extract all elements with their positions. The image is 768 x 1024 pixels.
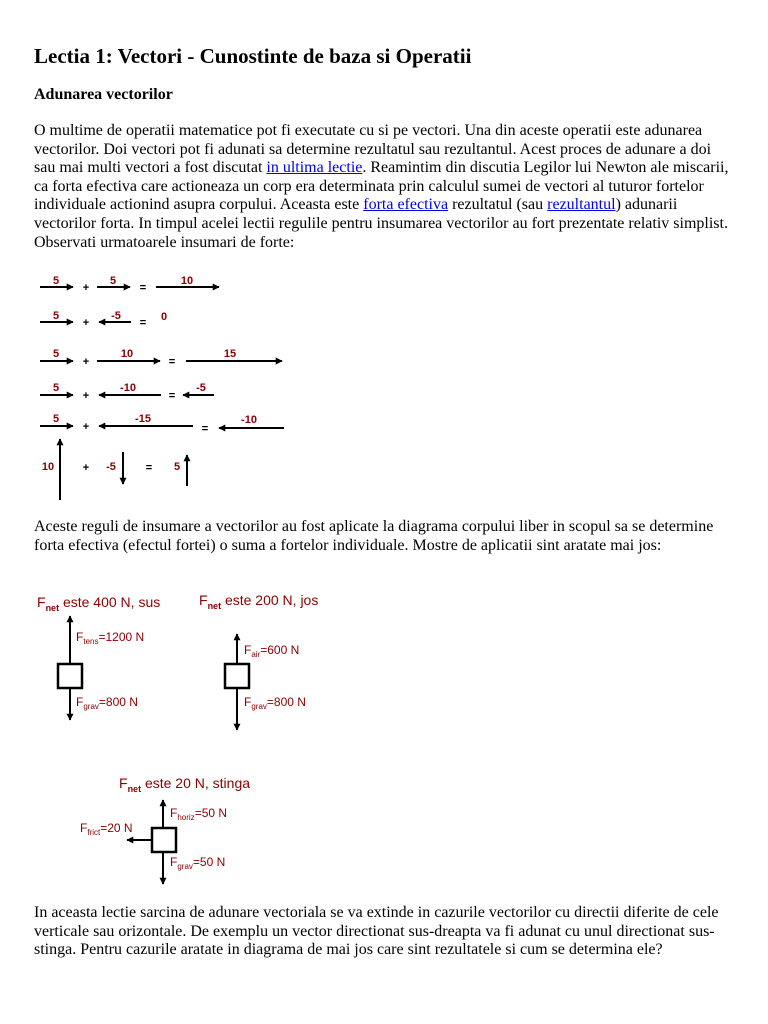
fbd-2-net-label: $F_{net}$ este 200 N, jos xyxy=(199,592,319,611)
vector-label: 5 xyxy=(52,382,60,394)
plus-sign: + xyxy=(82,282,90,294)
fbd-2-down-label: $F_{grav}=800$ N xyxy=(244,695,306,711)
link-rezultantul[interactable]: rezultantul xyxy=(547,196,616,214)
plus-sign: + xyxy=(82,390,90,402)
application-paragraph: Aceste reguli de insumare a vectorilor au fost aplicate la diagrama corpului liber in scopul sa se determine forta efectiva (efectul fortei) o suma a fortelor individuale. Mostre de aplicatii sint aratate mai jos: xyxy=(34,518,714,554)
closing-paragraph: In aceasta lectie sarcina de adunare vectoriala se va extinde in cazurile vectorilor cu directii diferite de cele verticale sau orizontale. De exemplu un vector directionat sus-dreapta va fi adunat cu unul directionat sus-stinga. Pentru cazurile aratate in diagrama de mai jos care sint rezultatele si cum se determina ele? xyxy=(34,904,719,959)
fbd-3-body xyxy=(152,828,176,852)
fbd-2-body xyxy=(225,664,249,688)
fbd-1-body xyxy=(58,664,82,688)
equation-5 xyxy=(40,413,284,435)
equation-6 xyxy=(42,439,187,500)
page-title: Lectia 1: Vectori - Cunostinte de baza si Operatii xyxy=(34,44,472,68)
fbd-1-up-label: $F_{tens}=1200$ N xyxy=(76,630,145,646)
vector-label: 5 xyxy=(109,275,117,287)
vector-label: -15 xyxy=(135,413,151,425)
fbd-1 xyxy=(37,594,160,720)
result-label: 15 xyxy=(223,348,237,360)
vector-label: -5 xyxy=(106,461,116,473)
link-forta-efectiva[interactable]: forta efectiva xyxy=(363,196,449,214)
equals-sign: = xyxy=(139,317,147,329)
equals-sign: = xyxy=(145,462,153,474)
vector-label: 5 xyxy=(52,275,60,287)
vector-label: 5 xyxy=(52,348,60,360)
equals-sign: = xyxy=(168,356,176,368)
vector-label: -10 xyxy=(120,382,136,394)
result-label: 0 xyxy=(160,311,168,323)
intro-text-1: O multime de operatii matematice pot fi executate cu si pe vectori. Una din aceste operatii este adunarea vectorilor. Doi vectori pot fi adunati sa determine rezultatul sau rezultantul. Acest proces de adunare a doi sau mai multi vectori a fost discutat xyxy=(34,122,712,177)
plus-sign: + xyxy=(82,356,90,368)
result-label: 5 xyxy=(173,461,181,473)
result-label: -5 xyxy=(196,382,206,394)
equals-sign: = xyxy=(139,282,147,294)
fbd-3-left-label: $F_{frict}=20$ N xyxy=(80,821,133,837)
fbd-3-net-label: $F_{net}$ este 20 N, stinga xyxy=(119,775,251,794)
fbd-3-right-label: $F_{horiz}=50$ N xyxy=(170,806,228,822)
vector-label: 5 xyxy=(52,413,60,425)
vector-label: 5 xyxy=(52,310,60,322)
plus-sign: + xyxy=(82,421,90,433)
fbd-3 xyxy=(80,775,250,884)
equation-3 xyxy=(40,348,282,368)
vector-label: 10 xyxy=(120,348,134,360)
equals-sign: = xyxy=(168,390,176,402)
fbd-1-net-label: $F_{net}$ este 400 N, sus xyxy=(37,594,161,613)
fbd-1-down-label: $F_{grav}=800$ N xyxy=(76,695,138,711)
vector-label: -5 xyxy=(111,310,121,322)
link-ultima-lectie[interactable]: in ultima lectie xyxy=(266,159,363,177)
result-label: 10 xyxy=(180,275,194,287)
intro-text-3: rezultatul (sau xyxy=(448,196,548,214)
fbd-2-up-label: $F_{air}=600$ N xyxy=(244,643,300,659)
result-label: -10 xyxy=(241,414,257,426)
equation-1 xyxy=(40,275,219,294)
fbd-3-down-label: $F_{grav}=50$ N xyxy=(170,855,226,871)
section-heading: Adunarea vectorilor xyxy=(34,86,173,103)
fbd-2 xyxy=(199,592,318,730)
equation-2 xyxy=(40,310,167,329)
plus-sign: + xyxy=(82,317,90,329)
intro-text-4: ) adunarii vectorilor forta. In timpul acelei lectii regulile pentru insumarea vectorilor au fort prezentate relativ simplist. Observati urmatoarele insumari de forte: xyxy=(34,196,728,251)
plus-sign: + xyxy=(82,462,90,474)
vector-label: 10 xyxy=(41,461,55,473)
intro-text-2: . Reamintim din discutia Legilor lui Newton ale miscarii, ca forta efectiva care actioneaza un corp era determinata prin calculul sumei de vectori al tuturor fortelor individuale actionind asupra corpului. Aceasta este xyxy=(34,159,729,214)
equation-4 xyxy=(40,382,214,402)
equals-sign: = xyxy=(201,423,209,435)
